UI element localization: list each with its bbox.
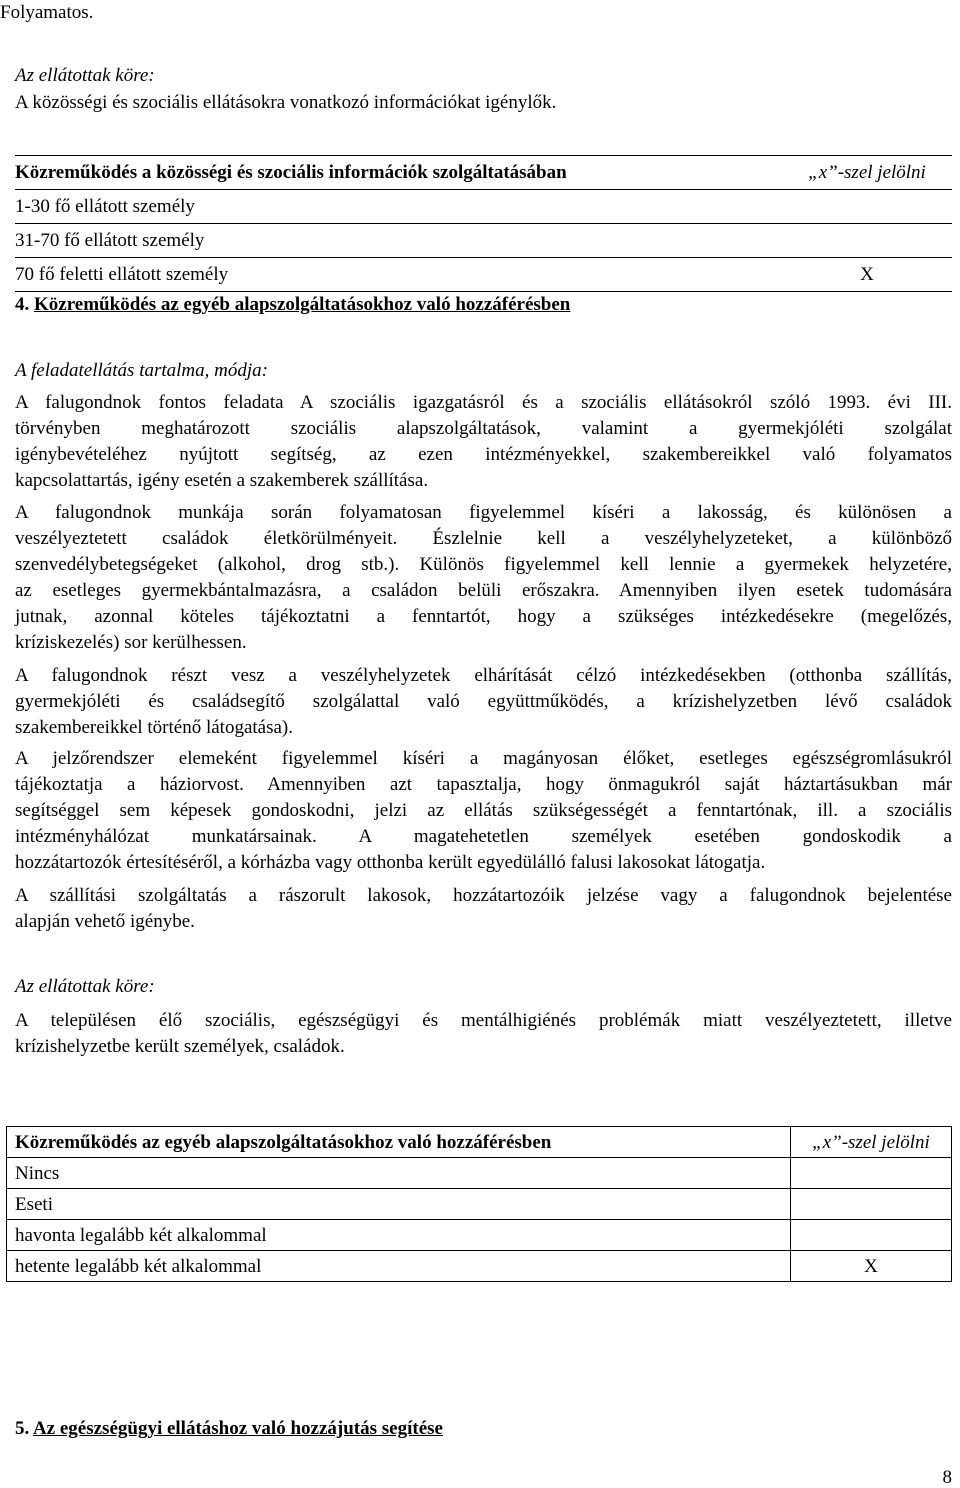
row-label: 70 fő feletti ellátott személy <box>15 264 229 285</box>
paragraph-2 <box>15 500 952 656</box>
row-label: Nincs <box>15 1163 60 1184</box>
task-label: A feladatellátás tartalma, módja: <box>15 360 268 381</box>
table-header-row <box>7 1127 951 1158</box>
text-line: A jelzőrendszer elemeként figyelemmel kíséri a magányosan élőket, esetleges egészségromlásukról <box>15 748 952 769</box>
table-header-row <box>15 156 952 190</box>
section-4-heading <box>15 292 570 318</box>
text-line: A falugondnok részt vesz a veszélyhelyzetek elhárítását célzó intézkedésekben (otthonba szállítás, <box>15 665 952 686</box>
table-row <box>7 1158 951 1189</box>
text-line: intézményhálózat munkatársainak. A magatehetetlen személyek esetében gondoskodik a <box>15 826 952 847</box>
table-header-label: Közreműködés a közösségi és szociális információk szolgáltatásában <box>15 162 567 183</box>
table-row <box>7 1220 951 1251</box>
access-services-table <box>6 1126 952 1282</box>
text-line: krízishelyzetbe került személyek, családok. <box>15 1036 345 1057</box>
text-line: törvényben meghatározott szociális alapszolgáltatások, valamint a gyermekjóléti szolgálat <box>15 418 952 439</box>
text-line: az esetleges gyermekbántalmazásra, a családon belüli erőszakra. Amennyiben ilyen esetek tudomására <box>15 580 952 601</box>
text-line: tájékoztatja a háziorvost. Amennyiben azt tapasztalja, hogy önmagukról saját háztartásukban már <box>15 774 952 795</box>
recipients-label: Az ellátottak köre: <box>15 65 155 86</box>
text-line: veszélyeztetett családok életkörülményeit. Észlelnie kell a veszélyhelyzeteket, a különböző <box>15 528 952 549</box>
text-line: A falugondnok fontos feladata A szociális igazgatásról és a szociális ellátásokról szóló 1993. évi III. <box>15 392 952 413</box>
info-services-table <box>15 155 952 292</box>
text-line: szenvedélybetegségeket (alkohol, drog stb.). Különös figyelemmel kell lennie a gyermekek helyzetére, <box>15 554 952 575</box>
row-label: hetente legalább két alkalommal <box>15 1256 262 1277</box>
paragraph-3 <box>15 663 952 741</box>
table-row <box>7 1189 951 1220</box>
section-5-heading <box>15 1416 443 1442</box>
text-line: A falugondnok munkája során folyamatosan figyelemmel kíséri a lakosság, és különösen a <box>15 502 952 523</box>
text-line: segítséggel sem képesek gondoskodni, jelzi az ellátás szükségességét a fenntartónak, ill. a szociális <box>15 800 952 821</box>
row-label: Eseti <box>15 1194 53 1215</box>
text-line: gyermekjóléti és családsegítő szolgálattal való együttműködés, a krízishelyzetben lévő családok <box>15 691 952 712</box>
recipients-text: A közösségi és szociális ellátásokra vonatkozó információkat igénylők. <box>15 92 557 113</box>
row-label: 1-30 fő ellátott személy <box>15 196 195 217</box>
row-label: havonta legalább két alkalommal <box>15 1225 267 1246</box>
table-row <box>15 190 952 224</box>
row-mark: X <box>860 264 874 285</box>
recipients-label: Az ellátottak köre: <box>15 976 155 997</box>
text-line: alapján vehető igénybe. <box>15 911 195 932</box>
paragraph-5 <box>15 883 952 935</box>
mark-column-header: „x”-szel jelölni <box>812 1132 930 1153</box>
text-line: kapcsolattartás, igény esetén a szakemberek szállítása. <box>15 470 429 491</box>
table-row <box>15 258 952 292</box>
text-line: A szállítási szolgáltatás a rászorult lakosok, hozzátartozóik jelzése vagy a falugondnok bejelentése <box>15 885 952 906</box>
section-number: 4. <box>15 294 30 315</box>
page-number: 8 <box>942 1467 952 1488</box>
mark-column-header: „x”-szel jelölni <box>808 162 926 183</box>
column-divider <box>790 1158 791 1188</box>
table-header-label: Közreműködés az egyéb alapszolgáltatásokhoz való hozzáférésben <box>15 1132 552 1153</box>
previous-section-text: Folyamatos. <box>0 2 94 23</box>
text-line: jutnak, azonnal köteles tájékoztatni a fenntartót, hogy a szükséges intézkedésekre (megelőzés, <box>15 606 952 627</box>
table-row <box>7 1251 951 1281</box>
text-line: szakembereikkel történő látogatása). <box>15 717 294 738</box>
column-divider <box>790 1189 791 1219</box>
section-number: 5. <box>15 1418 30 1439</box>
paragraph-4 <box>15 746 952 876</box>
text-line: igénybevételéhez nyújtott segítség, az ezen intézményekkel, szakembereikkel való folyamatos <box>15 444 952 465</box>
row-label: 31-70 fő ellátott személy <box>15 230 205 251</box>
table-row <box>15 224 952 258</box>
paragraph-1 <box>15 390 952 494</box>
text-line: hozzátartozók értesítéséről, a kórházba vagy otthonba került egyedülálló falusi lakosokat látogatja. <box>15 852 766 873</box>
section-title: Közreműködés az egyéb alapszolgáltatásokhoz való hozzáférésben <box>34 294 571 315</box>
text-line: A településen élő szociális, egészségügyi és mentálhigiénés problémák miatt veszélyeztetett, illetve <box>15 1010 952 1031</box>
column-divider <box>790 1220 791 1250</box>
section-title: Az egészségügyi ellátáshoz való hozzájutás segítése <box>32 1418 443 1439</box>
recipients-paragraph <box>15 1008 952 1060</box>
row-mark: X <box>864 1256 878 1277</box>
text-line: kríziskezelés) sor kerülhessen. <box>15 632 247 653</box>
